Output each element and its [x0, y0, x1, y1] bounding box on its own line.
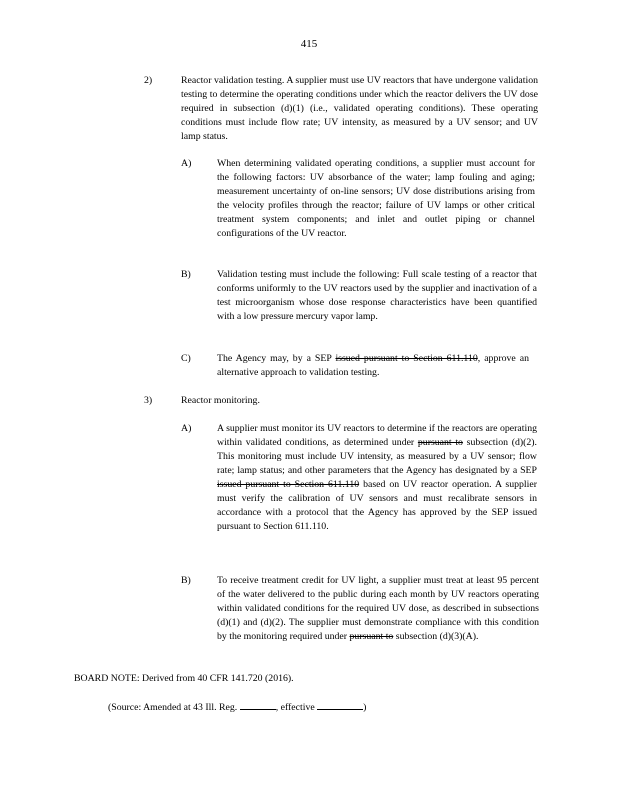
item-3a-s1: pursuant to [417, 437, 463, 448]
board-note: BOARD NOTE: Derived from 40 CFR 141.720 (2016). [74, 673, 294, 684]
item-3a-t3: based on UV reactor operation. A supplier must verify the calibration of UV sensors and must recalibrate sensors in accordance with a protocol that the Agency has approved by the SEP issued pursuant to Section 611.110. [217, 479, 537, 532]
source-pre: (Source: Amended at 43 Ill. Reg. [108, 702, 238, 713]
source-mid: , effective [275, 702, 315, 713]
source-note [108, 700, 528, 715]
item-3b-t1: To receive treatment credit for UV light, a supplier must treat at least 95 percent of the water delivered to the public during each month by UV reactors operating within validated conditions for the required UV dose, as described in subsections (d)(1) and (d)(2). The supplier must demonstrate compliance with this condition by the monitoring required under [217, 575, 539, 642]
item-3a-t2: subsection (d)(2). This monitoring must include UV intensity, as measured by a UV sensor; flow rate; lamp status; and other parameters that the Agency has designated by a SEP [217, 437, 537, 476]
item-2c-label: C) [181, 353, 191, 364]
item-3a-text [217, 422, 537, 534]
item-3a-label: A) [181, 423, 192, 434]
date-blank [240, 700, 276, 710]
item-3b-label: B) [181, 575, 191, 586]
item-3a-s2: issued pursuant to Section 611.110 [217, 479, 360, 490]
item-2c-text [217, 352, 529, 380]
item-2-label: 2) [144, 75, 153, 86]
item-3b-t2: subsection (d)(3)(A). [393, 631, 479, 642]
item-2a-label: A) [181, 158, 192, 169]
item-2b-label: B) [181, 269, 191, 280]
item-3b-text [217, 574, 539, 644]
item-2a-text: When determining validated operating conditions, a supplier must account for the following factors: UV absorbance of the water; lamp fouling and aging; measurement uncertainty of on-line sensors; UV dose distributions arising from the velocity profiles through the reactor; failure of UV lamps or other critical treatment system components; and inlet and outlet piping or channel configurations of the UV reactor. [217, 158, 535, 239]
item-3a-t1: A supplier must monitor its UV reactors to determine if the reactors are operating within validated conditions, as determined under [217, 423, 537, 448]
item-2-text: Reactor validation testing. A supplier must use UV reactors that have undergone validation testing to determine the operating conditions under which the reactor delivers the UV dose required in subsection (d)(1) (i.e., validated operating conditions). These operating conditions must include flow rate; UV intensity, as measured by a UV sensor; and UV lamp status. [181, 75, 538, 142]
item-2c-struck: issued pursuant to Section 611.110 [335, 353, 478, 364]
source-post: ) [363, 702, 367, 713]
effective-blank [317, 700, 363, 710]
item-3-label: 3) [144, 395, 153, 406]
item-3b-s1: pursuant to [349, 631, 394, 642]
item-2b-text: Validation testing must include the following: Full scale testing of a reactor that conforms uniformly to the UV reactors used by the supplier and inactivation of a test microorganism whose dose response characteristics have been quantified with a low pressure mercury vapor lamp. [217, 269, 537, 322]
page-number: 415 [300, 38, 318, 50]
item-2c-post: , approve an alternative approach to validation testing. [217, 353, 529, 378]
item-2c-pre: The Agency may, by a SEP [217, 353, 336, 364]
item-3-title: Reactor monitoring. [181, 395, 260, 406]
